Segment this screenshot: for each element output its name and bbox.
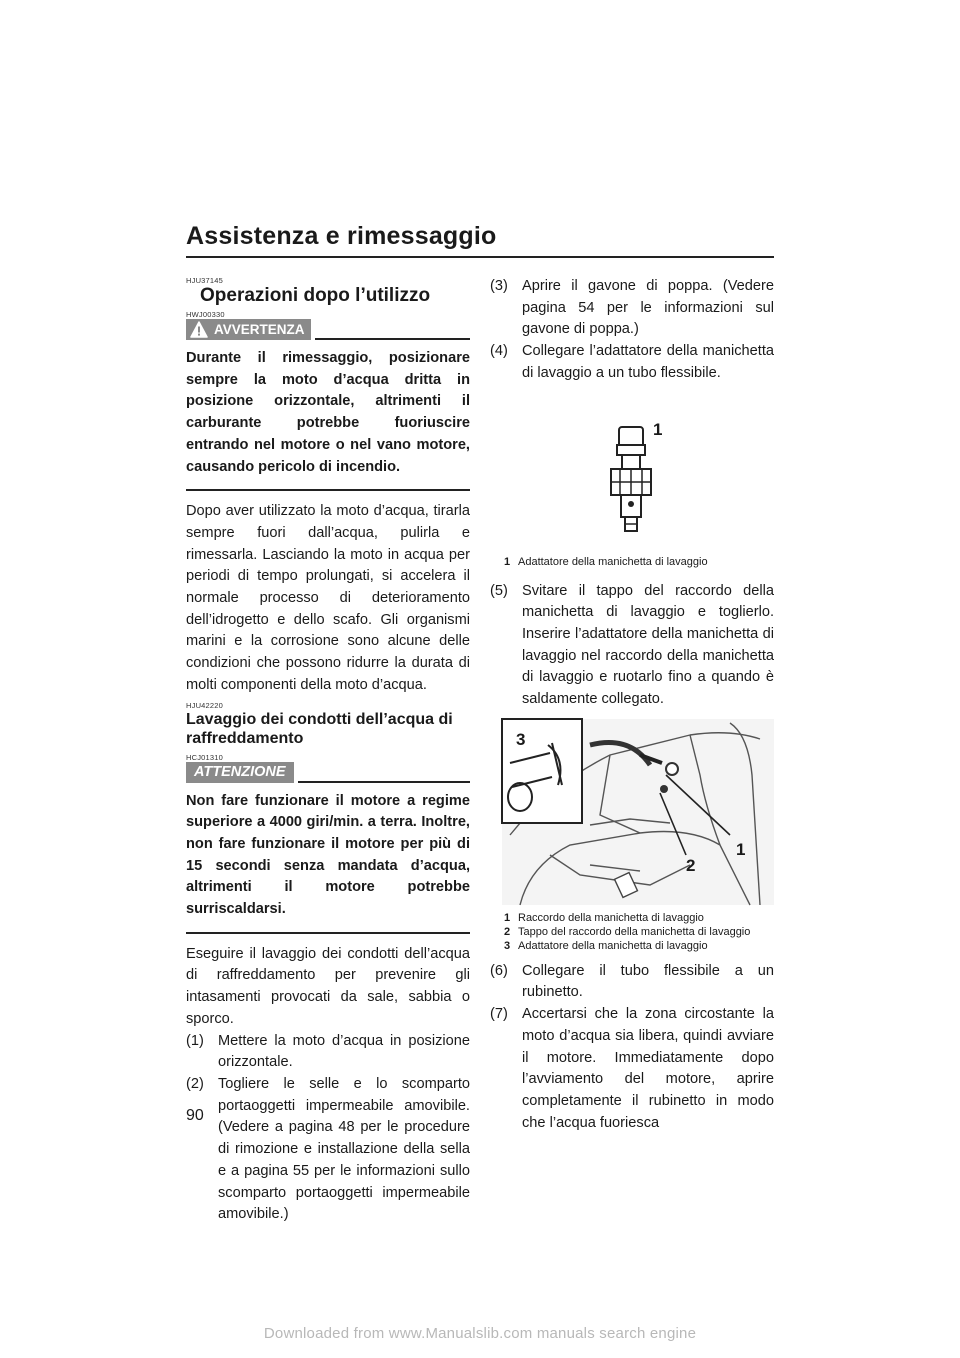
warning-text: Durante il rimessaggio, posizionare sempre la moto d’acqua dritta in posizione orizzontale, altrimenti il carburante potrebbe fuoriuscire entrando nel motore o nel vano motore, causando pericolo di incendio. [186,350,470,475]
step-number: (6) [490,962,508,979]
warning-code: HWJ00330 [186,310,225,319]
step-item [490,581,774,711]
flush-adapter-illustration [490,385,774,555]
step-item [186,1074,470,1226]
step-text: Svitare il tappo del raccordo della manichetta di lavaggio e toglierlo. Inserire l’adattatore della manichetta di lavaggio nel raccordo della manichetta di lavaggio e ruotarlo fino a quando è saldamente collegato. [522,582,774,708]
step-text: Togliere le selle e lo scomparto portaoggetti impermeabile amovibile. (Vedere a pagina 48 per le procedure di rimozione e installazione della sella e a pagina 55 per le informazioni sullo scomparto portaoggetti impermeabile amovibile.) [218,1075,470,1223]
flush-connector-figure [490,715,774,911]
caption-text: Adattatore della manichetta di lavaggio [518,939,708,952]
step-text: Aprire il gavone di poppa. (Vedere pagina 54 per le informazioni sul gavone di poppa.) [522,278,774,338]
caution-rule [298,781,470,783]
step-text: Accertarsi che la zona circostante la moto d’acqua sia libera, quindi avviare il motore. Immediatamente dopo l’avviamento del motore, aprire completamente il rubinetto in modo che l’acqua fuoriesca [522,1006,774,1131]
warning-rule [315,338,470,340]
figure-caption [504,939,774,953]
warning-label: AVVERTENZA [214,322,305,337]
figure-callout: 3 [516,729,526,749]
caption-number: 2 [504,925,511,938]
warning-triangle-icon [190,321,208,338]
figure-caption [504,925,774,939]
page-header: Assistenza e rimessaggio [186,222,497,250]
step-item [490,961,774,1004]
caption-number: 3 [504,939,511,952]
warning-header [186,319,470,340]
figure-caption [504,911,774,925]
reference-code: HJU42220 [186,700,224,710]
caption-text: Raccordo della manichetta di lavaggio [518,911,704,924]
step-item [490,276,774,341]
step-text: Collegare il tubo flessibile a un rubinetto. [522,962,774,1001]
intro-paragraph: Dopo aver utilizzato la moto d’acqua, tirarla sempre fuori dall’acqua, pulirla e rimessarla. Lasciando la moto in acqua per periodi di tempo prolungati, si accelera il normale processo di deterioramento dell’idrogetto e dello scafo. Gli organismi marini e la corrosione sono alcune delle condizioni che possono ridurre la durata di molti componenti della moto d’acqua. [186,503,470,693]
adapter-figure [490,385,774,555]
step-item [490,341,774,384]
flush-paragraph: Eseguire il lavaggio dei condotti dell’acqua di raffreddamento per prevenire gli intasamenti provocati da sale, sabbia o sporco. [186,945,470,1027]
figure-callout: 1 [736,839,746,859]
caution-text: Non fare funzionare il motore a regime superiore a 4000 giri/min. a terra. Inoltre, non fare funzionare il motore per più di 15 secondi senza mandata d’acqua, altrimenti il motore potrebbe surriscaldarsi. [186,792,470,918]
step-number: (2) [186,1075,204,1092]
step-item [186,1031,470,1074]
step-number: (1) [186,1032,204,1049]
caption-number: 1 [504,911,511,924]
step-number: (3) [490,278,508,294]
step-text: Mettere la moto d’acqua in posizione orizzontale. [218,1032,470,1071]
reference-code: HJU37145 [186,276,224,285]
caution-code: HCJ01310 [186,752,224,762]
figure-callout: 2 [686,855,696,875]
step-number: (5) [490,582,508,599]
step-item [490,1004,774,1134]
flush-connector-photo [490,715,774,911]
right-column [490,276,774,1134]
left-column [186,276,470,1226]
figure-callout: 1 [653,419,663,439]
caution-label: ATTENZIONE [194,763,286,780]
step-number: (4) [490,343,508,360]
warning-badge [186,319,311,340]
caution-header [186,762,470,783]
caption-number: 1 [504,555,511,568]
section-title: Operazioni dopo l’utilizzo [200,285,431,306]
caption-text: Adattatore della manichetta di lavaggio [518,555,708,568]
subsection-title: Lavaggio dei condotti dell’acqua di raffreddamento [186,710,453,747]
step-number: (7) [490,1006,508,1023]
figure-caption [504,555,774,569]
caption-text: Tappo del raccordo della manichetta di lavaggio [518,925,751,938]
header-rule [186,256,774,258]
caution-badge [186,762,294,783]
warning-end-rule [186,489,470,491]
page-number: 90 [186,1107,204,1124]
caution-end-rule [186,932,470,934]
download-footer: Downloaded from www.Manualslib.com manuals search engine [263,1325,697,1342]
step-text: Collegare l’adattatore della manichetta di lavaggio a un tubo flessibile. [522,343,774,381]
